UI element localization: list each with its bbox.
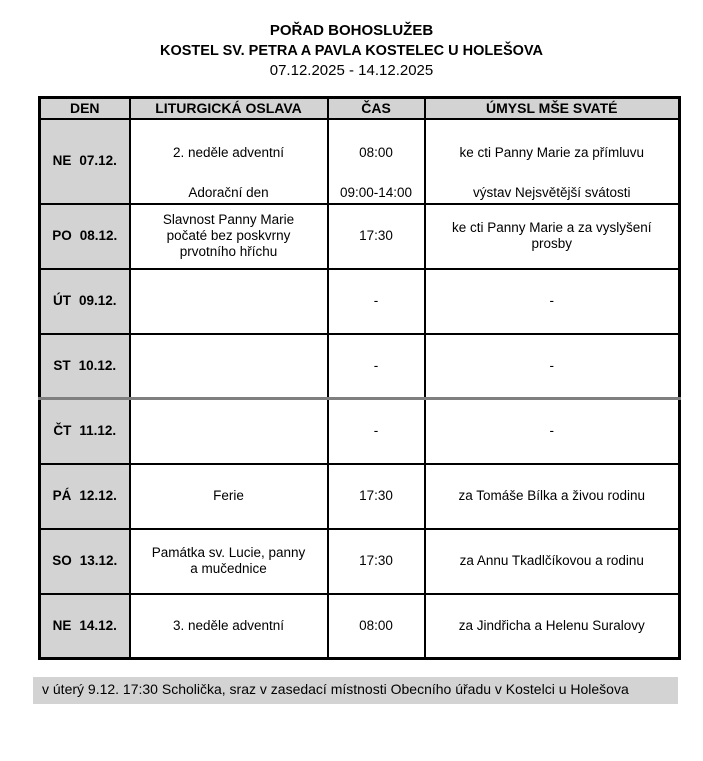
day-abbr: ÚT <box>52 293 71 308</box>
table-row <box>40 594 680 659</box>
intention-cell <box>425 594 680 659</box>
time-text: 08:00 <box>359 144 393 160</box>
time-text: 17:30 <box>359 228 393 243</box>
day-abbr: NE <box>52 153 72 168</box>
day-date: 14.12. <box>79 617 117 633</box>
time-text: 08:00 <box>359 617 393 633</box>
day-cell <box>40 594 130 659</box>
day-cell <box>40 464 130 529</box>
time-cell <box>328 464 425 529</box>
date-range: 07.12.2025 - 14.12.2025 <box>269 62 434 79</box>
table-row <box>40 464 680 529</box>
celebration-text: 2. neděle adventní <box>172 144 285 160</box>
celebration-cell <box>130 334 328 399</box>
celebration-text: 3. neděle adventní <box>172 617 285 633</box>
intention-text: - <box>549 293 554 308</box>
celebration-cell <box>130 464 328 529</box>
celebration-cell <box>130 204 328 269</box>
time-cell <box>328 204 425 269</box>
bulletin-header <box>0 0 703 81</box>
day-abbr: SO <box>52 553 72 568</box>
intention-text: za Jindřicha a Helenu Suralovy <box>458 617 645 633</box>
intention-text: - <box>549 357 554 373</box>
time-cell <box>328 119 425 204</box>
day-cell <box>40 269 130 334</box>
time-text: - <box>373 357 379 373</box>
celebration-text: Slavnost Panny Marie počaté bez poskvrny prvotního hříchu <box>162 212 295 259</box>
time-text: - <box>373 423 379 439</box>
celebration-cell <box>130 529 328 594</box>
day-date: 10.12. <box>78 357 117 373</box>
intention-cell <box>425 204 680 269</box>
intention-text: - <box>549 423 554 439</box>
time-cell <box>328 399 425 464</box>
day-date: 13.12. <box>79 553 118 568</box>
time-text: 17:30 <box>359 488 393 503</box>
church-title: KOSTEL SV. PETRA A PAVLA KOSTELEC U HOLEŠOVA <box>160 43 543 59</box>
day-date: 07.12. <box>79 153 117 168</box>
day-abbr: ST <box>53 357 71 373</box>
time-text: 09:00-14:00 <box>339 184 413 200</box>
intention-text: ke cti Panny Marie a za vyslyšení prosby <box>451 220 652 251</box>
table-row <box>40 204 680 269</box>
col-header-umysl-mse-svate: ÚMYSL MŠE SVATÉ <box>425 98 680 119</box>
day-abbr: NE <box>52 617 72 633</box>
celebration-cell <box>130 399 328 464</box>
time-cell <box>328 594 425 659</box>
header-row <box>40 98 680 119</box>
day-abbr: PO <box>52 228 72 243</box>
day-date: 09.12. <box>78 293 117 308</box>
celebration-text: Památka sv. Lucie, panny a mučednice <box>151 545 306 576</box>
day-abbr: PÁ <box>52 488 72 503</box>
intention-cell <box>425 334 680 399</box>
intention-cell <box>425 119 680 204</box>
intention-cell <box>425 399 680 464</box>
time-cell <box>328 529 425 594</box>
celebration-cell <box>130 119 328 204</box>
time-text: - <box>373 293 379 308</box>
intention-text: výstav Nejsvětější svátosti <box>472 184 631 200</box>
footer-note: v úterý 9.12. 17:30 Scholička, sraz v zasedací místnosti Obecního úřadu v Kostelci u Holešova <box>33 677 678 704</box>
intention-cell <box>425 269 680 334</box>
celebration-cell <box>130 594 328 659</box>
celebration-cell <box>130 269 328 334</box>
celebration-text: Adorační den <box>188 184 269 200</box>
day-cell <box>40 334 130 399</box>
table-row <box>40 119 680 204</box>
day-cell <box>40 204 130 269</box>
time-cell <box>328 334 425 399</box>
time-text: 17:30 <box>359 553 393 568</box>
day-date: 08.12. <box>79 228 118 243</box>
intention-text: za Annu Tkadlčíkovou a rodinu <box>459 553 644 568</box>
day-cell <box>40 529 130 594</box>
day-cell <box>40 399 130 464</box>
day-date: 12.12. <box>79 488 117 503</box>
table-row <box>40 399 680 464</box>
col-header-liturgicka-oslava: LITURGICKÁ OSLAVA <box>130 98 328 119</box>
time-cell <box>328 269 425 334</box>
intention-cell <box>425 464 680 529</box>
table-row <box>40 334 680 399</box>
col-header-den: DEN <box>40 98 130 119</box>
table-row <box>40 269 680 334</box>
day-date: 11.12. <box>79 423 117 439</box>
intention-text: za Tomáše Bílka a živou rodinu <box>458 488 646 503</box>
schedule-table <box>38 96 681 660</box>
celebration-text: Ferie <box>213 488 244 503</box>
col-header-cas: ČAS <box>328 98 425 119</box>
intention-text: ke cti Panny Marie za přímluvu <box>459 144 645 160</box>
table-row <box>40 529 680 594</box>
page-title: POŘAD BOHOSLUŽEB <box>269 22 434 39</box>
day-cell <box>40 119 130 204</box>
day-abbr: ČT <box>53 423 72 439</box>
intention-cell <box>425 529 680 594</box>
